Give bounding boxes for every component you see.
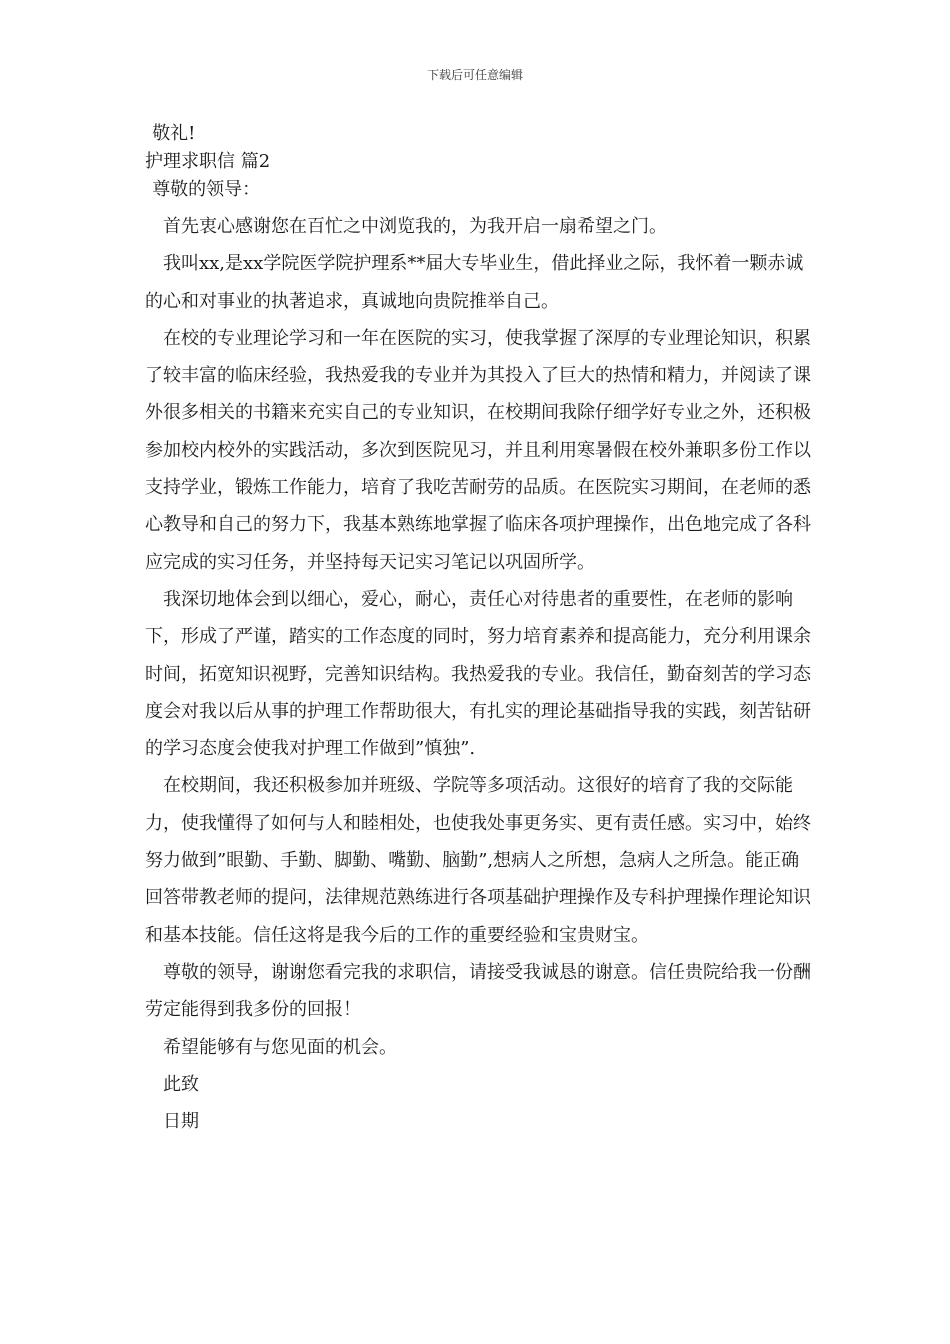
paragraph-study: 在校的专业理论学习和一年在医院的实习，使我掌握了深厚的专业理论知识，积累了较丰富的临床经验，我热爱我的专业并为其投入了巨大的热情和精力，并阅读了课外很多相关的书籍来充实自己的专业知识，在校期间我除仔细学好专业之外，还积极参加校内校外的实践活动，多次到医院见习，并且利用寒暑假在校外兼职多份工作以支持学业，锻炼工作能力，培育了我吃苦耐劳的品质。在医院实习期间，在老师的悉心教导和自己的努力下，我基本熟练地掌握了临床各项护理操作，出色地完成了各科应完成的实习任务，并坚持每天记实习笔记以巩固所学。 [145, 327, 811, 573]
section-title: 护理求职信 篇2 [145, 151, 271, 172]
closing-previous: 敬礼! [152, 123, 196, 144]
paragraph-gratitude: 尊敬的领导，谢谢您看完我的求职信，请接受我诚恳的谢意。信任贵院给我一份酬劳定能得到我多份的回报！ [145, 961, 811, 1021]
paragraph-hope: 希望能够有与您见面的机会。 [163, 1036, 397, 1058]
letter-opening [145, 120, 815, 204]
paragraph-attitude: 我深切地体会到以细心，爱心，耐心，责任心对待患者的重要性，在老师的影响下，形成了严谨，踏实的工作态度的同时，努力培育素养和提高能力，充分利用课余时间，拓宽知识视野，完善知识结构。我热爱我的专业。我信任，勤奋刻苦的学习态度会对我以后从事的护理工作帮助很大，有扎实的理论基础指导我的实践，刻苦钻研的学习态度会使我对护理工作做到”慎独”. [145, 588, 811, 760]
closing: 此致 [163, 1073, 199, 1095]
header-note: 下载后可任意编辑 [426, 68, 523, 82]
salutation: 尊敬的领导： [152, 179, 261, 200]
letter-body [145, 120, 815, 1140]
paragraph-activities: 在校期间，我还积极参加并班级、学院等多项活动。这很好的培育了我的交际能力，使我懂得了如何与人和睦相处，也使我处事更务实、更有责任感。实习中，始终努力做到”眼勤、手勤、脚勤、嘴勤、脑勤”,想病人之所想，急病人之所急。能正确回答带教老师的提问，法律规范熟练进行各项基础护理操作及专科护理操作理论知识和基本技能。信任这将是我今后的工作的重要经验和宝贵财宝。 [145, 775, 811, 946]
paragraph-thanks: 首先衷心感谢您在百忙之中浏览我的，为我开启一扇希望之门。 [163, 216, 667, 237]
date-label: 日期 [163, 1111, 199, 1133]
paragraph-intro: 我叫xx,是xx学院医学院护理系**届大专毕业生，借此择业之际，我怀着一颗赤诚的心和对事业的执著追求，真诚地向贵院推举自己。 [145, 253, 804, 312]
